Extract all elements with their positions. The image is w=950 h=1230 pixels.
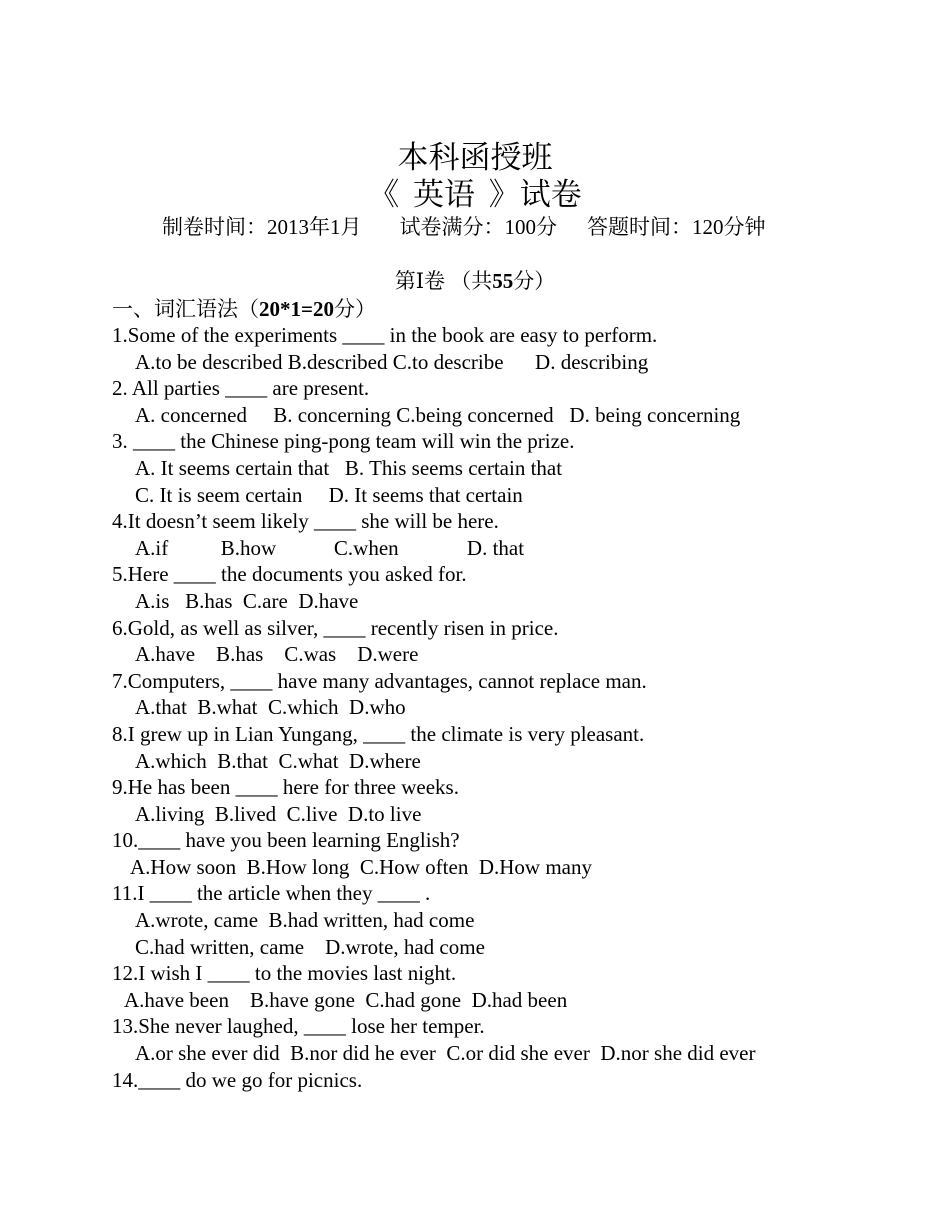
question-1: 1.Some of the experiments ____ in the book are easy to perform.	[112, 323, 658, 347]
question-9: 9.He has been ____ here for three weeks.	[112, 775, 459, 800]
exam-subtitle: 《 英语 》试卷	[368, 177, 582, 212]
question-13-options: A.or she ever did B.nor did he ever C.or did she ever D.nor she did ever	[135, 1041, 756, 1066]
exam-title: 本科函授班	[397, 140, 553, 175]
question-5-options: A.is B.has C.are D.have	[135, 588, 359, 613]
question-8-options: A.which B.that C.what D.where	[135, 748, 421, 773]
question-list	[112, 322, 852, 1093]
question-6: 6.Gold, as well as silver, ____ recently risen in price.	[112, 615, 559, 640]
question-14: 14.____ do we go for picnics.	[112, 1067, 363, 1092]
question-11-options-b: C.had written, came D.wrote, had come	[135, 934, 485, 959]
question-3: 3. ____ the Chinese ping-pong team will win the prize.	[112, 429, 575, 454]
section-title: 第Ⅰ卷 （共55分）	[394, 269, 556, 293]
exam-time: 制卷时间：2013年1月	[162, 215, 362, 239]
question-11: 11.I ____ the article when they ____ .	[112, 881, 431, 906]
question-13: 13.She never laughed, ____ lose her temper.	[112, 1014, 485, 1039]
question-8: 8.I grew up in Lian Yungang, ____ the climate is very pleasant.	[112, 721, 645, 746]
question-4-options: A.if B.how C.when D. that	[135, 535, 525, 560]
answer-time: 答题时间：120分钟	[587, 215, 766, 239]
question-10-options: A.How soon B.How long C.How often D.How many	[130, 854, 592, 879]
question-3-options-b: C. It is seem certain D. It seems that certain	[135, 482, 523, 507]
question-12-options: A.have been B.have gone C.had gone D.had been	[124, 987, 568, 1012]
question-7-options: A.that B.what C.which D.who	[135, 695, 406, 720]
question-10: 10.____ have you been learning English?	[112, 828, 460, 853]
question-2: 2. All parties ____ are present.	[112, 376, 370, 401]
question-4: 4.It doesn’t seem likely ____ she will be here.	[112, 509, 499, 534]
question-9-options: A.living B.lived C.live D.to live	[135, 801, 422, 826]
question-7: 7.Computers, ____ have many advantages, cannot replace man.	[112, 668, 647, 693]
question-6-options: A.have B.has C.was D.were	[135, 642, 419, 667]
question-11-options-a: A.wrote, came B.had written, had come	[135, 908, 475, 933]
part-title: 一、词汇语法（20*1=20分）	[112, 297, 376, 321]
question-3-options-a: A. It seems certain that B. This seems certain that	[135, 455, 563, 480]
question-12: 12.I wish I ____ to the movies last night.	[112, 961, 457, 986]
full-score: 试卷满分：100分	[399, 215, 557, 239]
question-1-options: A.to be described B.described C.to describe D. describing	[135, 349, 649, 374]
question-2-options: A. concerned B. concerning C.being concerned D. being concerning	[135, 402, 741, 427]
exam-meta	[162, 213, 766, 241]
question-5: 5.Here ____ the documents you asked for.	[112, 562, 467, 587]
